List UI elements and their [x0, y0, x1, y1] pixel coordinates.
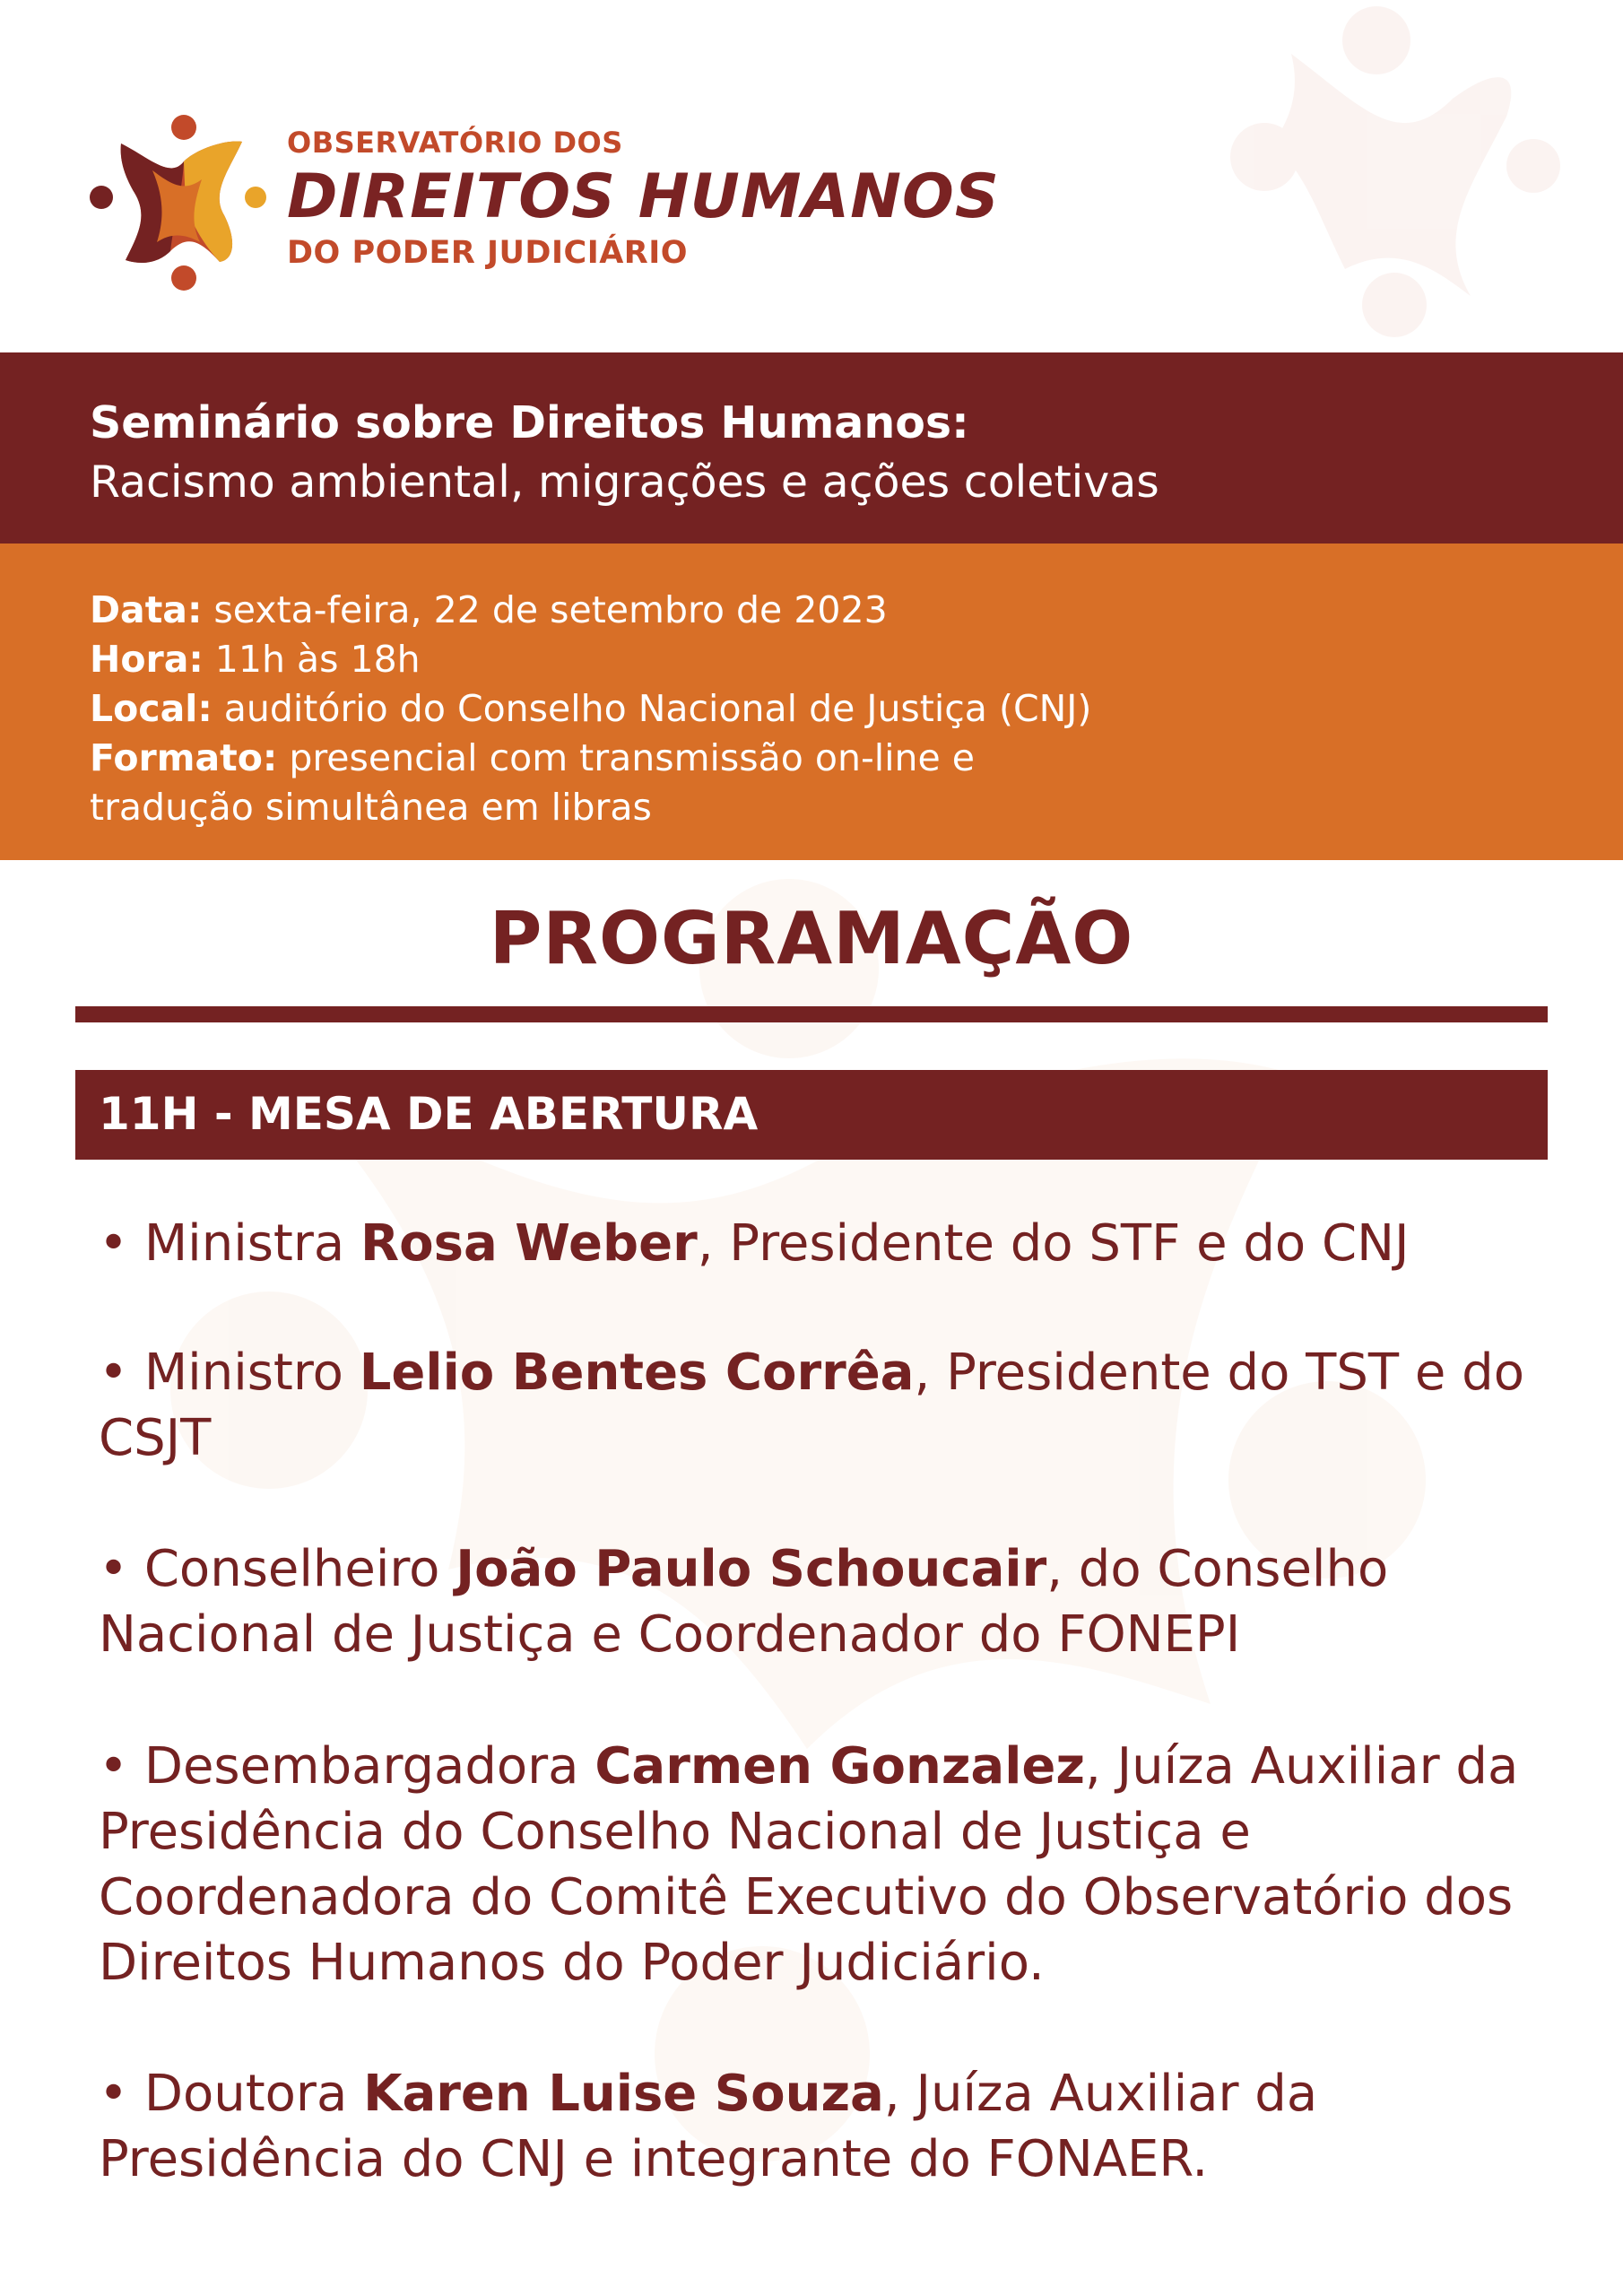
info-place — [90, 685, 1091, 732]
info-format-label: Formato: — [90, 736, 278, 779]
entry-name: Lelio Bentes Corrêa — [359, 1344, 915, 1402]
observatorio-logo-icon — [85, 108, 282, 296]
seminar-title: Seminário sobre Direitos Humanos: — [90, 397, 969, 448]
info-place-label: Local: — [90, 687, 213, 730]
info-place-value: auditório do Conselho Nacional de Justiça (CNJ) — [212, 687, 1092, 730]
section-header — [75, 1070, 1548, 1160]
program-entry — [99, 1536, 1542, 1667]
entry-title: • Ministra — [99, 1214, 361, 1273]
info-time-label: Hora: — [90, 638, 204, 681]
logo-top-text: OBSERVATÓRIO DOS — [287, 126, 623, 160]
logo-bottom-text: DO PODER JUDICIÁRIO — [287, 235, 689, 271]
program-title: PROGRAMAÇÃO — [489, 897, 1134, 980]
seminar-subtitle: Racismo ambiental, migrações e ações coletivas — [90, 457, 1159, 508]
section-header-label: 11H - MESA DE ABERTURA — [99, 1088, 759, 1140]
info-date-label: Data: — [90, 588, 203, 631]
entry-name: Rosa Weber — [360, 1214, 698, 1273]
program-entry — [99, 1340, 1542, 1471]
entry-role: , Presidente do TST e do CSJT — [99, 1344, 1524, 1467]
program-entry — [99, 1211, 1542, 1276]
info-format-value: presencial com transmissão on-line e — [277, 736, 975, 779]
entry-title: • Desembargadora — [99, 1737, 595, 1796]
entry-name: João Paulo Schoucair — [456, 1540, 1047, 1598]
info-time-value: 11h às 18h — [203, 638, 421, 681]
entry-name: Karen Luise Souza — [363, 2065, 884, 2123]
info-date — [90, 587, 888, 633]
entry-role: , Presidente do STF e do CNJ — [697, 1214, 1410, 1273]
program-entry — [99, 1734, 1542, 1996]
entry-name: Carmen Gonzalez — [595, 1737, 1085, 1796]
info-time — [90, 636, 421, 683]
entry-title: • Doutora — [99, 2065, 364, 2123]
info-format-continued: tradução simultânea em libras — [90, 786, 652, 829]
info-date-value: sexta-feira, 22 de setembro de 2023 — [202, 588, 888, 631]
entry-title: • Ministro — [99, 1344, 360, 1402]
seminar-title-band — [0, 352, 1623, 544]
program-divider — [75, 1006, 1548, 1022]
entry-role: , Juíza Auxiliar da Presidência do CNJ e integrante do FONAER. — [99, 2065, 1318, 2188]
entry-role: , Juíza Auxiliar da Presidência do Conselho Nacional de Justiça e Coordenadora do Comitê Executivo do Observatório dos Direitos Humanos do Poder Judiciário. — [99, 1737, 1519, 1992]
entry-role: , do Conselho Nacional de Justiça e Coordenador do FONEPI — [99, 1540, 1389, 1664]
entry-title: • Conselheiro — [99, 1540, 456, 1598]
logo-wordmark — [287, 126, 1000, 271]
event-info-band — [0, 544, 1623, 860]
program-entry — [99, 2061, 1542, 2192]
info-format — [90, 735, 975, 781]
logo-main-text: DIREITOS HUMANOS — [287, 161, 1000, 232]
